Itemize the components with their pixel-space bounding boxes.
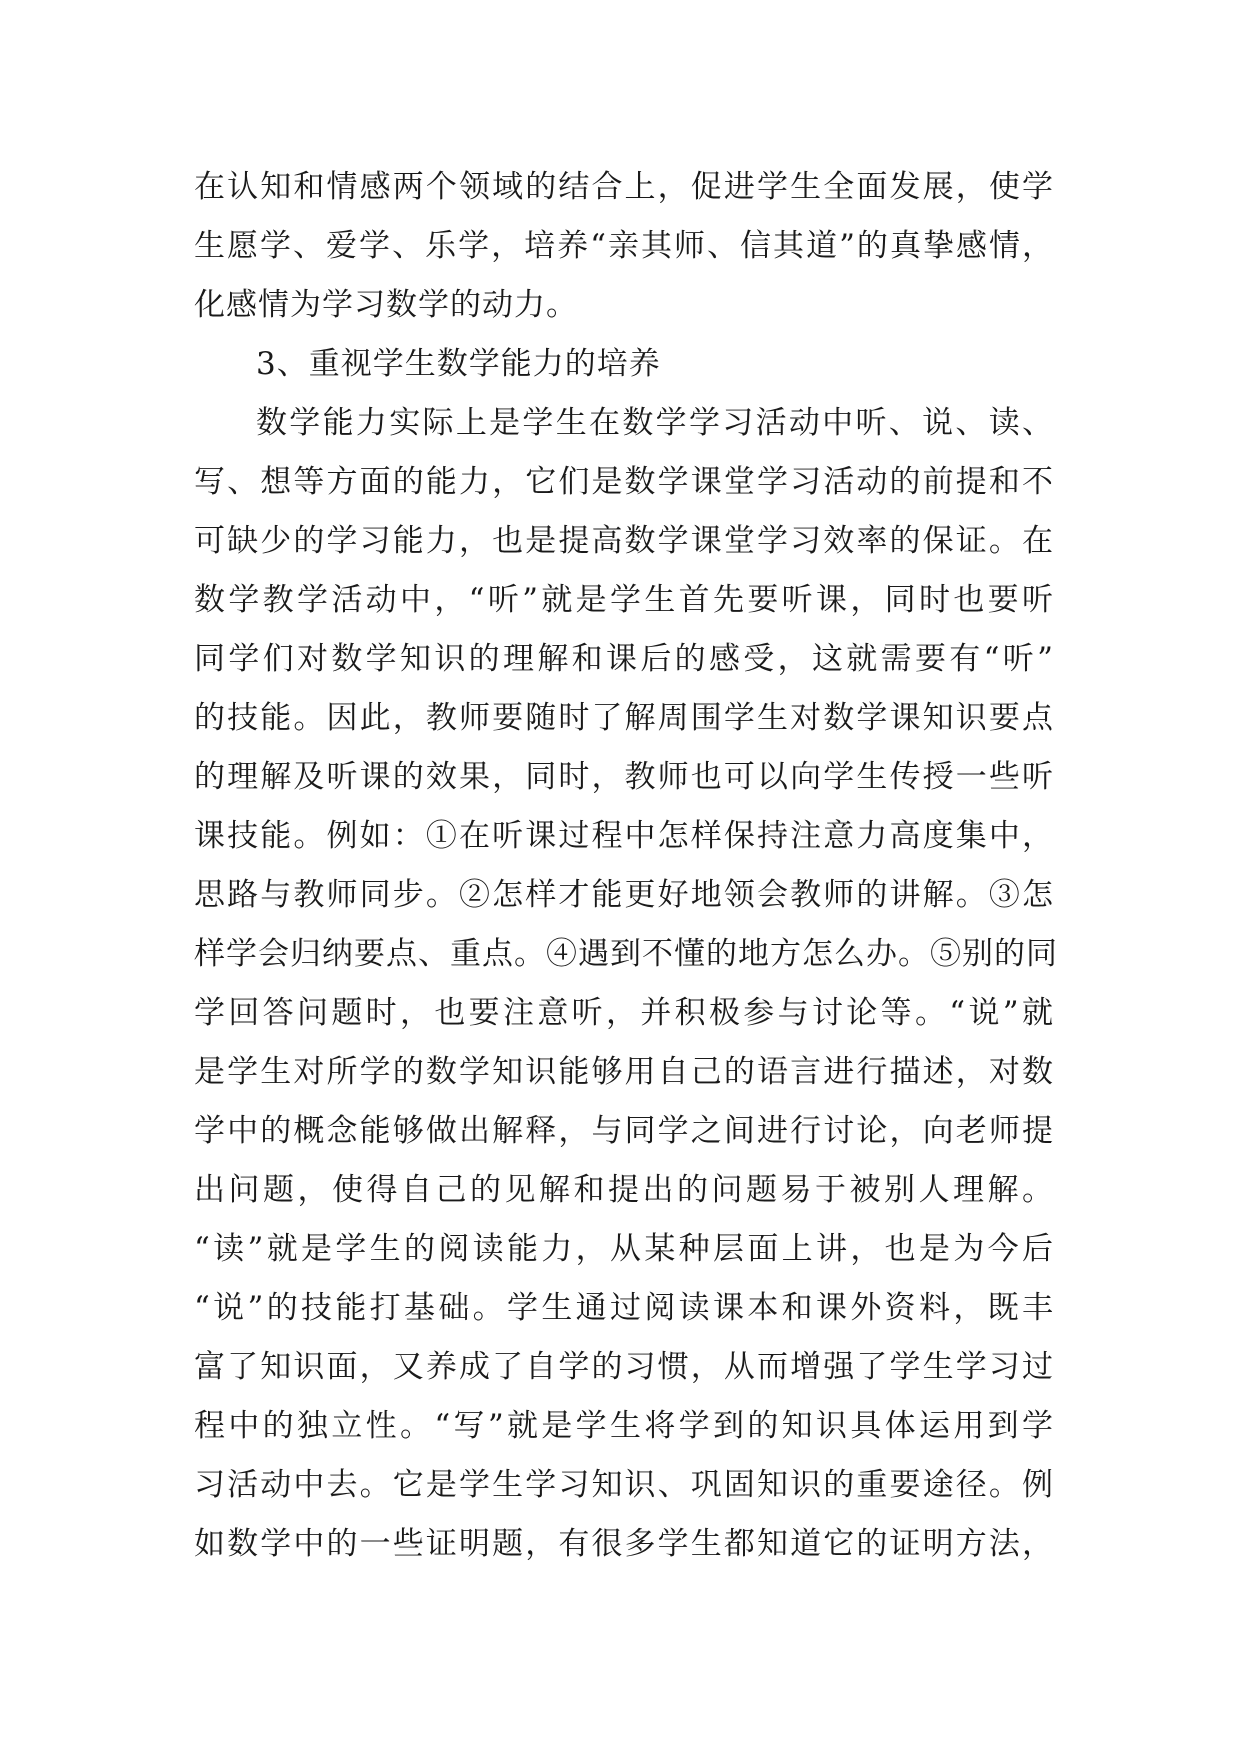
text-line: 数学能力实际上是学生在数学学习活动中听、说、读、	[256, 405, 1054, 441]
text-line: 学中的概念能够做出解释，与同学之间进行讨论，向老师提	[194, 1113, 1054, 1149]
text-line: “说”的技能打基础。学生通过阅读课本和课外资料，既丰	[194, 1290, 1054, 1326]
text-line: “读”就是学生的阅读能力，从某种层面上讲，也是为今后	[194, 1231, 1054, 1267]
text-line: 的理解及听课的效果，同时，教师也可以向学生传授一些听	[194, 759, 1054, 795]
text-line: 是学生对所学的数学知识能够用自己的语言进行描述，对数	[194, 1054, 1054, 1090]
body-text	[194, 158, 1058, 1574]
text-line: 数学教学活动中，“听”就是学生首先要听课，同时也要听	[194, 582, 1054, 618]
text-line: 富了知识面，又养成了自学的习惯，从而增强了学生学习过	[194, 1349, 1054, 1385]
text-line: 思路与教师同步。②怎样才能更好地领会教师的讲解。③怎	[194, 877, 1054, 913]
text-line: 习活动中去。它是学生学习知识、巩固知识的重要途径。例	[194, 1467, 1054, 1503]
text-line: 可缺少的学习能力，也是提高数学课堂学习效率的保证。在	[194, 523, 1054, 559]
text-line: 程中的独立性。“写”就是学生将学到的知识具体运用到学	[194, 1408, 1054, 1444]
section-heading: 3、重视学生数学能力的培养	[256, 346, 661, 382]
text-line: 在认知和情感两个领域的结合上，促进学生全面发展，使学	[194, 169, 1054, 205]
text-line: 课技能。例如：①在听课过程中怎样保持注意力高度集中，	[194, 818, 1054, 854]
text-line: 同学们对数学知识的理解和课后的感受，这就需要有“听”	[194, 641, 1054, 677]
text-line: 的技能。因此，教师要随时了解周围学生对数学课知识要点	[194, 700, 1054, 736]
text-line: 生愿学、爱学、乐学，培养“亲其师、信其道”的真挚感情，	[194, 228, 1054, 264]
text-line: 化感情为学习数学的动力。	[194, 287, 578, 323]
text-line: 如数学中的一些证明题，有很多学生都知道它的证明方法，	[194, 1526, 1054, 1562]
text-line: 学回答问题时，也要注意听，并积极参与讨论等。“说”就	[194, 995, 1054, 1031]
text-line: 写、想等方面的能力，它们是数学课堂学习活动的前提和不	[194, 464, 1054, 500]
text-line: 样学会归纳要点、重点。④遇到不懂的地方怎么办。⑤别的同	[194, 936, 1058, 972]
text-line: 出问题，使得自己的见解和提出的问题易于被别人理解。	[194, 1172, 1054, 1208]
